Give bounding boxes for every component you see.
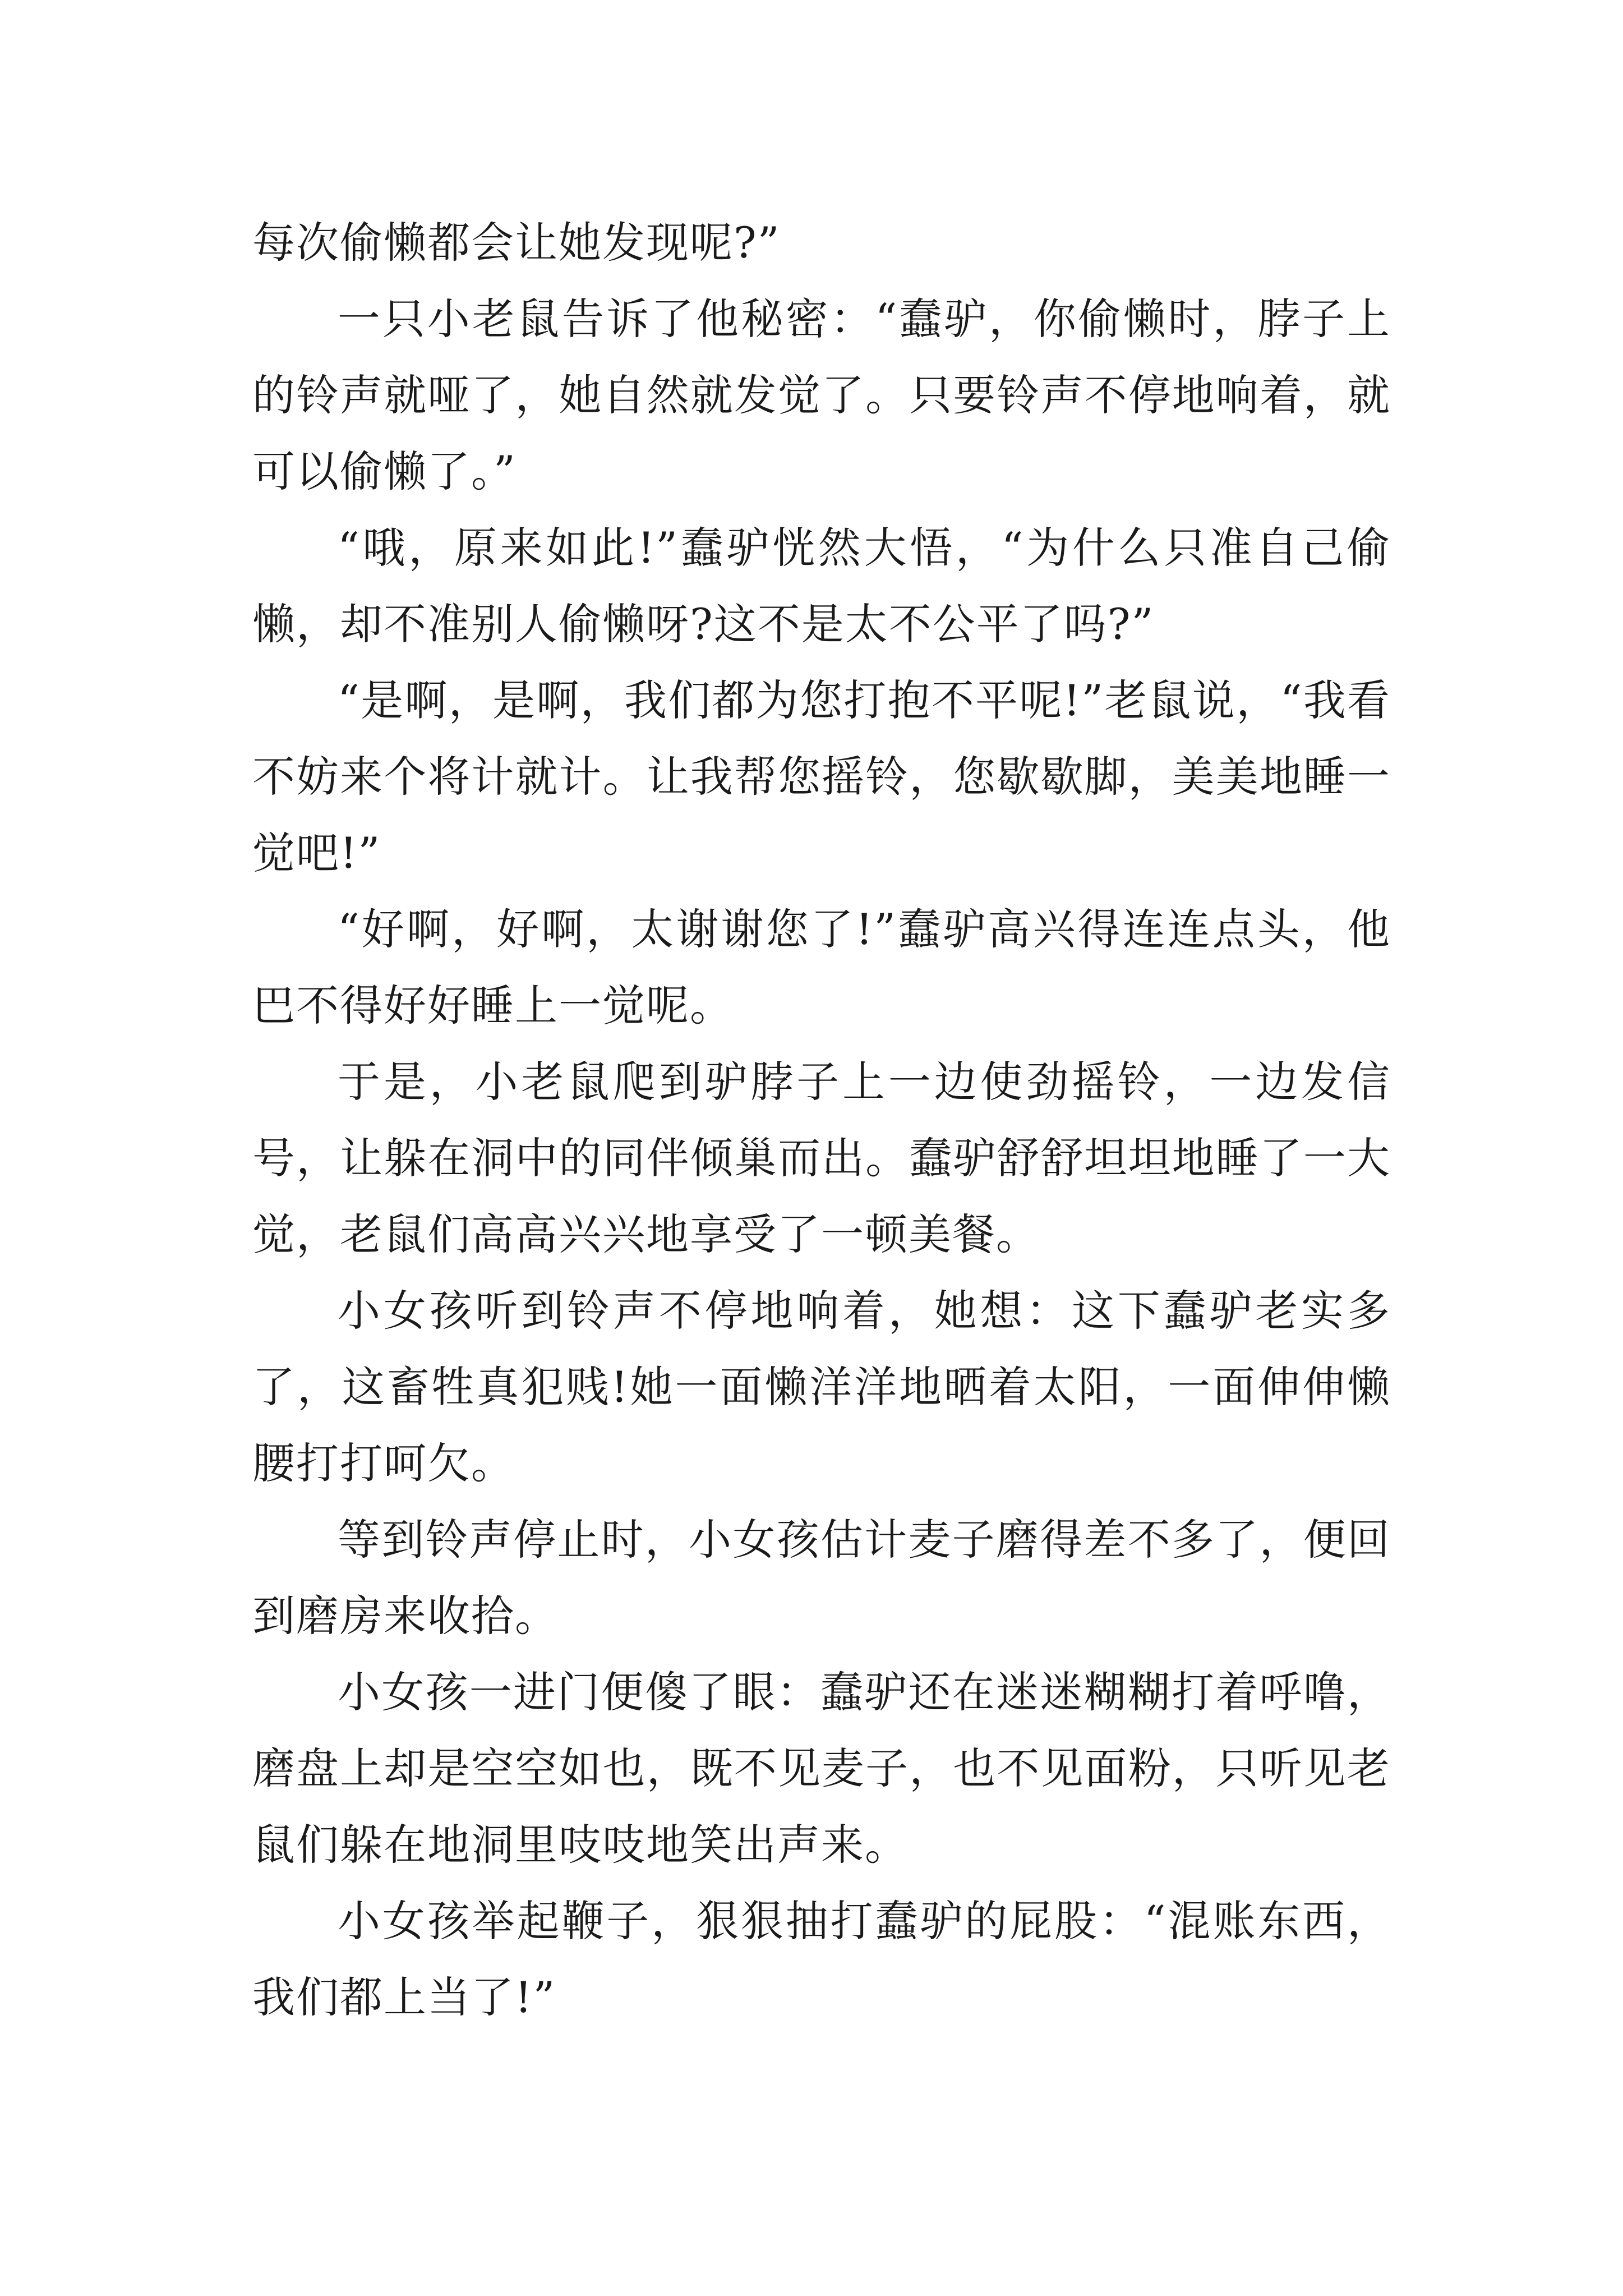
paragraph-3: “哦，原来如此!”蠢驴恍然大悟，“为什么只准自己偷懒，却不准别人偷懒呀?这不是太不公平了吗?” xyxy=(252,523,1391,649)
story-text xyxy=(252,205,1391,2036)
paragraph-8: 等到铃声停止时，小女孩估计麦子磨得差不多了，便回到磨房来收拾。 xyxy=(252,1515,1391,1641)
paragraph-1: 每次偷懒都会让她发现呢?” xyxy=(252,218,781,268)
paragraph-6: 于是，小老鼠爬到驴脖子上一边使劲摇铃，一边发信号，让躲在洞中的同伴倾巢而出。蠢驴舒舒坦坦地睡了一大觉，老鼠们高高兴兴地享受了一顿美餐。 xyxy=(252,1057,1391,1259)
paragraph-7: 小女孩听到铃声不停地响着，她想：这下蠢驴老实多了，这畜牲真犯贱!她一面懒洋洋地晒着太阳，一面伸伸懒腰打打呵欠。 xyxy=(252,1286,1391,1488)
paragraph-9: 小女孩一进门便傻了眼：蠢驴还在迷迷糊糊打着呼噜，磨盘上却是空空如也，既不见麦子，也不见面粉，只听见老鼠们躲在地洞里吱吱地笑出声来。 xyxy=(252,1667,1391,1870)
paragraph-2: 一只小老鼠告诉了他秘密：“蠢驴，你偷懒时，脖子上的铃声就哑了，她自然就发觉了。只要铃声不停地响着，就可以偷懒了。” xyxy=(252,294,1391,496)
paragraph-4: “是啊，是啊，我们都为您打抱不平呢!”老鼠说，“我看不妨来个将计就计。让我帮您摇铃，您歇歇脚，美美地睡一觉吧!” xyxy=(252,675,1391,878)
paragraph-10: 小女孩举起鞭子，狠狠抽打蠢驴的屁股：“混账东西，我们都上当了!” xyxy=(252,1896,1391,2022)
paragraph-5: “好啊，好啊，太谢谢您了!”蠢驴高兴得连连点头，他巴不得好好睡上一觉呢。 xyxy=(252,904,1391,1030)
